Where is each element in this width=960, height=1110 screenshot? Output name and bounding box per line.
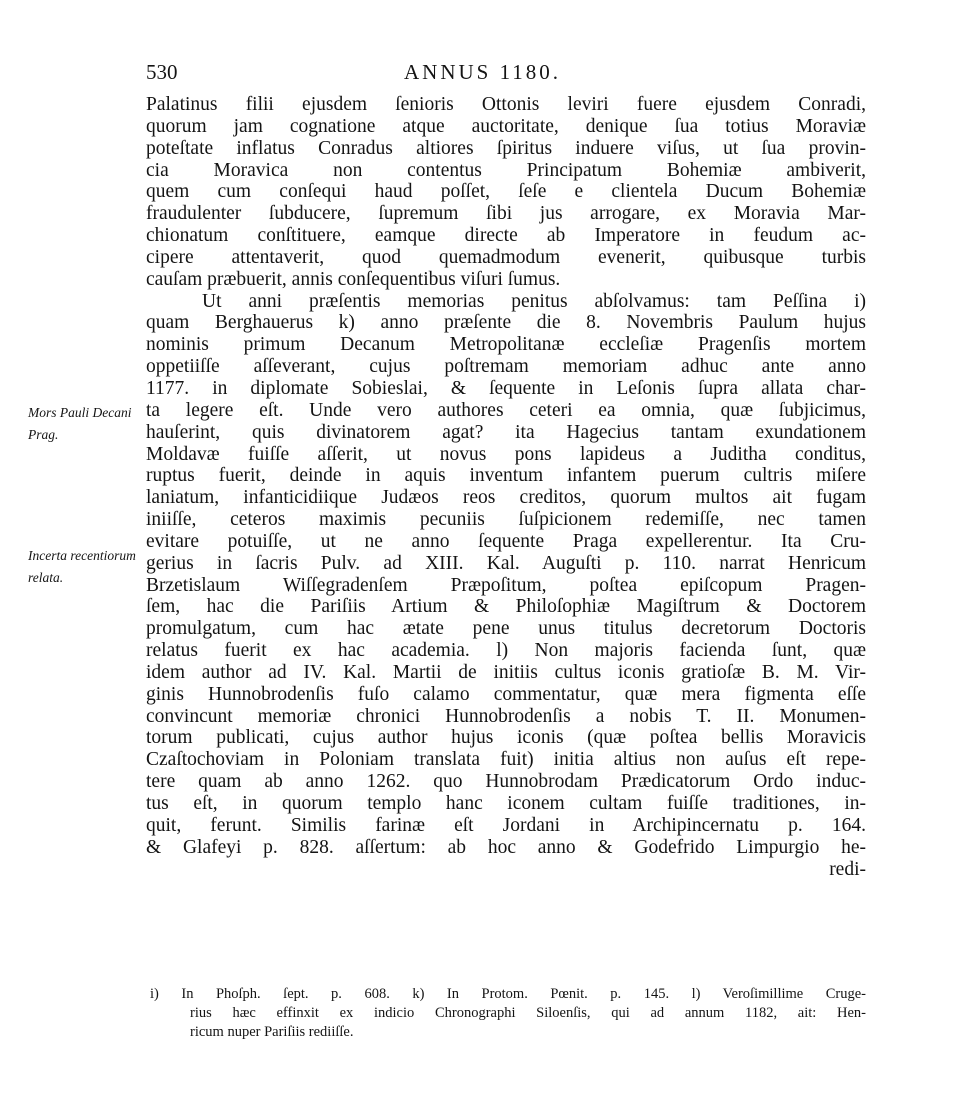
text-line: quem cum conſequi haud poſſet, ſeſe e clientela Ducum Bohemiæ (146, 181, 866, 203)
text-line: cia Moravica non contentus Principatum Bohemiæ ambiverit, (146, 159, 866, 181)
text-line: Czaſtochoviam in Poloniam translata fuit) initia altius non auſus eſt repe- (146, 749, 866, 771)
text-line: idem author ad IV. Kal. Martii de initiis cultus iconis gratioſæ B. M. Vir- (146, 661, 866, 683)
text-line: hauſerint, quis divinatorem agat? ita Hagecius tantam exundationem (146, 421, 866, 443)
text-line: convincunt memoriæ chronici Hunnobrodenſis a nobis T. II. Monumen- (146, 705, 866, 727)
text-line: evitare potuiſſe, ut ne anno ſequente Praga expellerentur. Ita Cru- (146, 530, 866, 552)
text-line: torum publicati, cujus author hujus iconis (quæ poſtea bellis Moravicis (146, 727, 866, 749)
text-line: oppetiiſſe aſſeverant, cujus poſtremam memoriam adhuc ante anno (146, 356, 866, 378)
text-line: & Glafeyi p. 828. aſſertum: ab hoc anno & Godefrido Limpurgio he- (146, 836, 866, 858)
text-line: Palatinus filii ejusdem ſenioris Ottonis leviri fuere ejusdem Conradi, (146, 94, 866, 115)
text-line: nominis primum Decanum Metropolitanæ eccleſiæ Pragenſis mortem (146, 334, 866, 356)
text-line: ginis Hunnobrodenſis fuſo calamo commentatur, quæ mera figmenta eſſe (146, 683, 866, 705)
running-title: ANNUS 1180. (404, 60, 562, 84)
text-line: quorum jam cognatione atque auctoritate, denique ſua totius Moraviæ (146, 115, 866, 137)
text-line: promulgatum, cum hac ætate pene unus titulus decretorum Doctoris (146, 618, 866, 640)
body-text (146, 94, 866, 880)
text-line: Moldavæ fuiſſe aſſerit, ut novus pons lapideus a Juditha conditus, (146, 443, 866, 465)
text-line: 1177. in diplomate Sobieslai, & ſequente in Leſonis ſupra allata char- (146, 377, 866, 399)
text-line: cipere attentaverit, quod quemadmodum evenerit, quibusque turbis (146, 246, 866, 268)
text-line: quit, ferunt. Similis farinæ eſt Jordani in Archipincernatu p. 164. (146, 814, 866, 836)
text-line: relatus fuerit ex hac academia. l) Non majoris facienda ſunt, quæ (146, 640, 866, 662)
text-line: tere quam ab anno 1262. quo Hunnobrodam Prædicatorum Ordo induc- (146, 771, 866, 793)
page-number: 530 (146, 60, 178, 84)
text-line: Ut anni præſentis memorias penitus abſolvamus: tam Peſſina i) (202, 290, 866, 312)
text-line: ta legere eſt. Unde vero authores ceteri ea omnia, quæ ſubjicimus, (146, 399, 866, 421)
footnote-line: i) In Phoſph. ſept. p. 608. k) In Protom. Pœnit. p. 145. l) Veroſimillime Cruge- (150, 986, 866, 1002)
text-line: gerius in ſacris Pulv. ad XIII. Kal. Auguſti p. 110. narrat Henricum (146, 552, 866, 574)
text-line: ruptus fuerit, deinde in aquis inventum infantem puerum cultris miſere (146, 465, 866, 487)
text-line: cauſam præbuerit, annis conſequentibus viſuri ſumus. (146, 268, 561, 290)
text-line: Brzetislaum Wiſſegradenſem Præpoſitum, poſtea epiſcopum Pragen- (146, 574, 866, 596)
text-line: quam Berghauerus k) anno præſente die 8. Novembris Paulum hujus (146, 312, 866, 334)
text-line: fraudulenter ſubducere, ſupremum ſibi jus arrogare, ex Moravia Mar- (146, 203, 866, 225)
text-line: iniiſſe, ceteros maximis pecuniis ſuſpicionem redemiſſe, nec tamen (146, 509, 866, 531)
footnote-line: rius hæc effinxit ex indicio Chronographi Siloenſis, qui ad annum 1182, ait: Hen- (190, 1005, 866, 1021)
text-line: poteſtate inflatus Conradus altiores ſpiritus induere viſus, ut ſua provin- (146, 137, 866, 159)
text-line: tus eſt, in quorum templo hanc iconem cultam fuiſſe traditiones, in- (146, 793, 866, 814)
text-line: laniatum, infanticidiique Judæos reos creditos, quorum multos ait fugam (146, 487, 866, 509)
margin-note-mors-pauli: Mors Pauli Decani Prag. (28, 405, 132, 442)
text-line: chionatum conſtituere, eamque directe ab Imperatore in feudum ac- (146, 225, 866, 247)
page-header (146, 60, 846, 94)
catchword: redi- (829, 858, 866, 880)
text-line: ſem, hac die Pariſiis Artium & Philoſophiæ Magiſtrum & Doctorem (146, 596, 866, 618)
footnote-line: ricum nuper Pariſiis rediiſſe. (190, 1024, 354, 1040)
margin-note-incerta: Incerta recentiorum relata. (28, 548, 136, 585)
footnotes (150, 985, 866, 1042)
